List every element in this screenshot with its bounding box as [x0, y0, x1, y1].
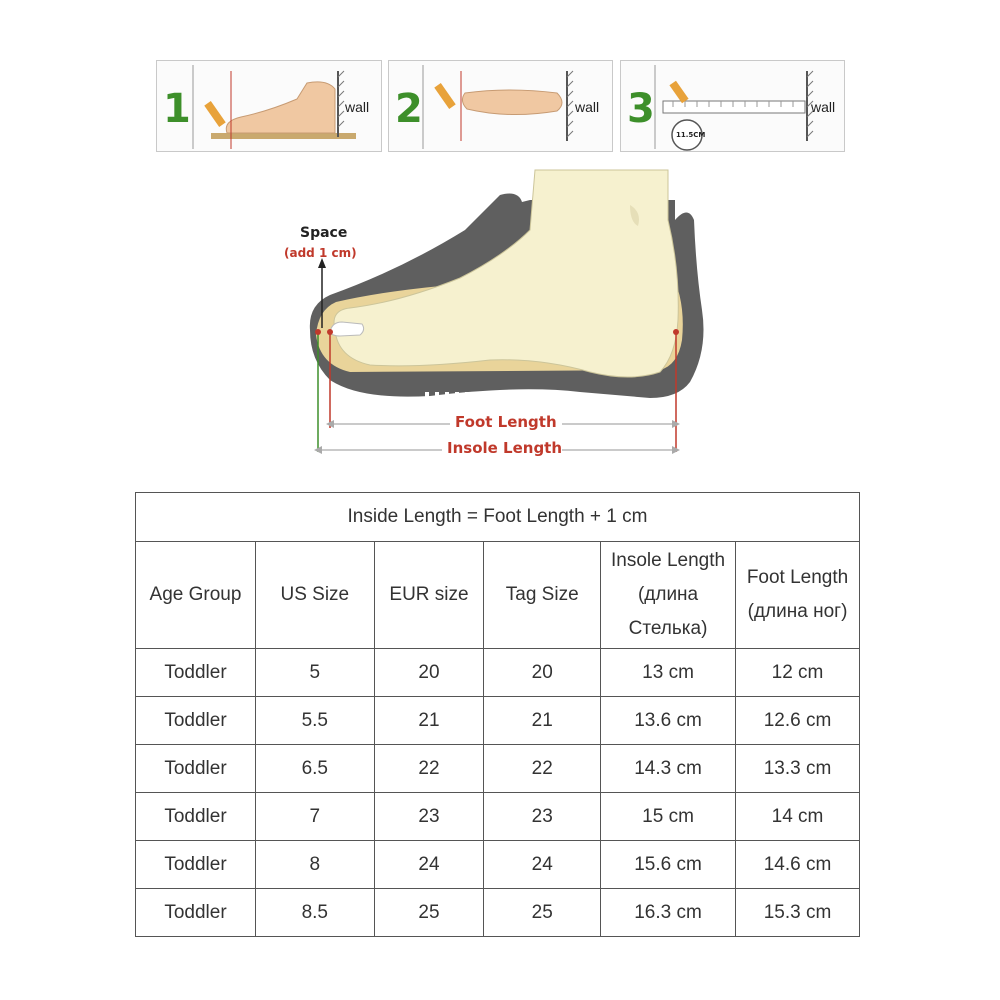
cell-foot-length: 12 cm	[736, 649, 860, 697]
foot-top-shape	[462, 90, 562, 115]
step-panel-2	[388, 60, 613, 152]
cell-us-size: 8.5	[256, 889, 375, 937]
cell-eur-size: 22	[374, 745, 484, 793]
header-tag-size: Tag Size	[484, 542, 601, 649]
cell-insole-length: 13 cm	[601, 649, 736, 697]
cell-us-size: 6.5	[256, 745, 375, 793]
table-caption-row	[136, 493, 860, 542]
step-panel-1	[156, 60, 382, 152]
step-number-3: 3	[627, 86, 655, 132]
cell-us-size: 5.5	[256, 697, 375, 745]
header-us-size: US Size	[256, 542, 375, 649]
cell-eur-size: 20	[374, 649, 484, 697]
cell-insole-length: 15.6 cm	[601, 841, 736, 889]
table-row	[136, 649, 860, 697]
ruler-icon	[663, 101, 805, 113]
foot-side-shape	[226, 82, 335, 133]
cell-age-group: Toddler	[136, 841, 256, 889]
heel-dot	[673, 329, 679, 335]
wall-label-2: wall	[575, 99, 600, 115]
cell-tag-size: 25	[484, 889, 601, 937]
table-row	[136, 841, 860, 889]
table-caption: Inside Length = Foot Length + 1 cm	[136, 493, 860, 542]
cell-foot-length: 13.3 cm	[736, 745, 860, 793]
foot-length-label: Foot Length	[455, 413, 557, 431]
cell-age-group: Toddler	[136, 793, 256, 841]
space-label: Space	[300, 225, 348, 241]
step-number-1: 1	[163, 86, 191, 132]
cell-us-size: 5	[256, 649, 375, 697]
cell-tag-size: 20	[484, 649, 601, 697]
cell-foot-length: 14.6 cm	[736, 841, 860, 889]
step-panel-3	[620, 60, 845, 152]
cell-us-size: 8	[256, 841, 375, 889]
header-eur-size: EUR size	[374, 542, 484, 649]
cell-insole-length: 15 cm	[601, 793, 736, 841]
cell-foot-length: 15.3 cm	[736, 889, 860, 937]
table-header-row	[136, 542, 860, 649]
cell-foot-length: 12.6 cm	[736, 697, 860, 745]
toe-shape	[330, 322, 364, 336]
cell-tag-size: 21	[484, 697, 601, 745]
cell-tag-size: 23	[484, 793, 601, 841]
header-insole-length: Insole Length (длина Стелька)	[601, 542, 736, 649]
toe-tip-dot	[327, 329, 333, 335]
cell-eur-size: 24	[374, 841, 484, 889]
table-row	[136, 697, 860, 745]
wall-label-1: wall	[345, 99, 370, 115]
space-note: (add 1 cm)	[284, 246, 357, 260]
header-foot-length: Foot Length (длина ног)	[736, 542, 860, 649]
cell-age-group: Toddler	[136, 649, 256, 697]
header-age-group: Age Group	[136, 542, 256, 649]
measure-label: 11.5CM	[676, 131, 706, 139]
cell-insole-length: 16.3 cm	[601, 889, 736, 937]
cell-tag-size: 24	[484, 841, 601, 889]
cell-insole-length: 13.6 cm	[601, 697, 736, 745]
wall-label-3: wall	[811, 99, 836, 115]
pencil-icon	[669, 81, 688, 104]
cell-age-group: Toddler	[136, 889, 256, 937]
cell-us-size: 7	[256, 793, 375, 841]
cell-age-group: Toddler	[136, 697, 256, 745]
insole-length-label: Insole Length	[447, 439, 563, 457]
cell-eur-size: 21	[374, 697, 484, 745]
table-row	[136, 793, 860, 841]
cell-age-group: Toddler	[136, 745, 256, 793]
cell-eur-size: 23	[374, 793, 484, 841]
table-row	[136, 745, 860, 793]
insole-tip-dot	[315, 329, 321, 335]
pencil-icon	[434, 83, 455, 109]
cell-tag-size: 22	[484, 745, 601, 793]
cell-insole-length: 14.3 cm	[601, 745, 736, 793]
cell-eur-size: 25	[374, 889, 484, 937]
cell-foot-length: 14 cm	[736, 793, 860, 841]
pencil-icon	[204, 101, 225, 127]
table-row	[136, 889, 860, 937]
size-chart-table	[135, 492, 860, 937]
floor-board	[211, 133, 356, 139]
step-number-2: 2	[395, 86, 423, 132]
